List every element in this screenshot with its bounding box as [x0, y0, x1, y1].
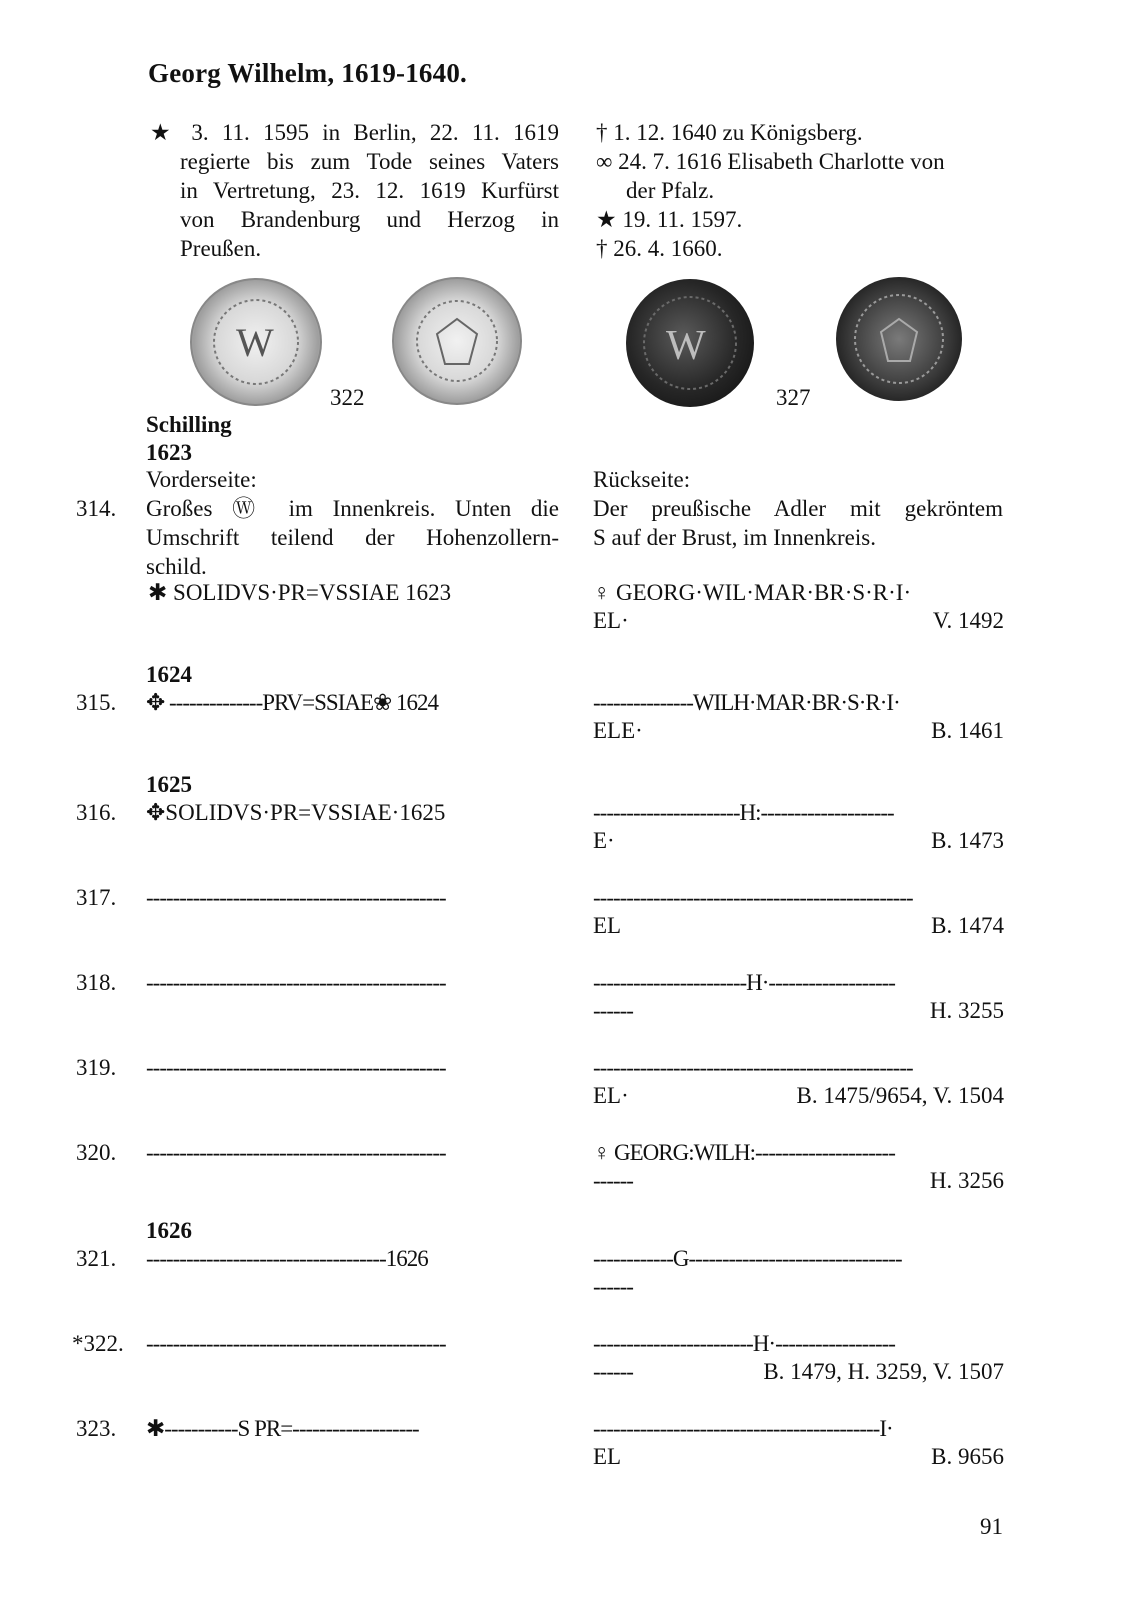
reverse-legend-cont: ------ — [593, 1274, 633, 1299]
reverse-legend-cont: E· — [593, 828, 615, 853]
bio-left-line: in Vertretung, 23. 12. 1619 Kurfürst — [180, 178, 559, 203]
reverse-legend: ♀ GEORG:WILH:--------------------- — [593, 1140, 895, 1165]
reverse-desc-line: Der preußische Adler mit gekröntem — [593, 496, 1003, 521]
reference: B. 1474 — [931, 913, 1004, 938]
entry-number: 319. — [76, 1055, 117, 1080]
obverse-desc-line: Umschrift teilend der Hohenzollern- — [146, 525, 559, 550]
coin-327-obverse-image — [626, 279, 754, 407]
reverse-legend: ♀ GEORG·WIL·MAR·BR·S·R·I· — [593, 580, 912, 605]
reverse-legend: -------------------------------------------I· — [593, 1416, 893, 1441]
bio-left-line: ★ 3. 11. 1595 in Berlin, 22. 11. 1619 — [150, 120, 559, 145]
reverse-legend: -----------------------H·------------------- — [593, 970, 895, 995]
bio-right-line: † 26. 4. 1660. — [596, 236, 723, 261]
entry-number: 315. — [76, 690, 117, 715]
obverse-legend: --------------------------------------------- — [146, 970, 446, 995]
reverse-legend: ------------------------------------------------ — [593, 1055, 913, 1080]
reverse-legend-cont: EL — [593, 1444, 622, 1469]
section-title: Schilling — [146, 412, 232, 437]
obverse-legend: --------------------------------------------- — [146, 1331, 446, 1356]
obverse-legend: ------------------------------------1626 — [146, 1246, 428, 1271]
reverse-legend-cont: EL — [593, 913, 622, 938]
year-heading: 1624 — [146, 662, 192, 687]
figure-label-327: 327 — [776, 385, 811, 410]
reverse-legend-cont: EL· — [593, 608, 629, 633]
year-heading: 1625 — [146, 772, 192, 797]
page-title: Georg Wilhelm, 1619-1640. — [148, 58, 467, 88]
bio-left-line: von Brandenburg und Herzog in — [180, 207, 559, 232]
bio-right-line: ★ 19. 11. 1597. — [596, 207, 743, 232]
reference: H. 3256 — [929, 1168, 1004, 1193]
bio-right-line: † 1. 12. 1640 zu Königsberg. — [596, 120, 863, 145]
entry-number: 321. — [76, 1246, 117, 1271]
obverse-legend: ✥ --------------PRV=SSIAE❀ 1624 — [146, 690, 439, 715]
svg-text:W: W — [236, 320, 274, 365]
bio-left-line: regierte bis zum Tode seines Vaters — [180, 149, 559, 174]
obverse-legend: --------------------------------------------- — [146, 885, 446, 910]
year-heading: 1623 — [146, 440, 192, 465]
obverse-legend: ✥SOLIDVS·PR=VSSIAE·1625 — [146, 800, 446, 825]
reverse-legend-cont: ELE· — [593, 718, 643, 743]
obverse-legend: --------------------------------------------- — [146, 1055, 446, 1080]
coin-327-reverse-image — [836, 277, 962, 401]
reference: B. 9656 — [931, 1444, 1004, 1469]
reverse-legend-cont: ------ — [593, 1359, 633, 1384]
entry-number: 323. — [76, 1416, 117, 1441]
reference: B. 1479, H. 3259, V. 1507 — [763, 1359, 1004, 1384]
reverse-legend: ------------------------H·------------------ — [593, 1331, 895, 1356]
svg-text:W: W — [666, 323, 706, 369]
reference: V. 1492 — [932, 608, 1004, 633]
reverse-legend-cont: ------ — [593, 1168, 633, 1193]
reference: B. 1473 — [931, 828, 1004, 853]
year-heading: 1626 — [146, 1218, 192, 1243]
reverse-legend: ------------------------------------------------ — [593, 885, 913, 910]
reference: B. 1475/9654, V. 1504 — [796, 1083, 1004, 1108]
obverse-legend: --------------------------------------------- — [146, 1140, 446, 1165]
entry-number: 316. — [76, 800, 117, 825]
coin-322-obverse-image — [190, 278, 322, 406]
reference: B. 1461 — [931, 718, 1004, 743]
entry-number: *322. — [72, 1331, 124, 1356]
obverse-legend: ✱ SOLIDVS·PR=VSSIAE 1623 — [148, 580, 452, 605]
entry-number: 317. — [76, 885, 117, 910]
reference: H. 3255 — [929, 998, 1004, 1023]
reverse-label: Rückseite: — [593, 467, 691, 492]
reverse-legend: ----------------------H:-------------------- — [593, 800, 894, 825]
reverse-legend: ------------G-------------------------------- — [593, 1246, 902, 1271]
bio-right-line: ∞ 24. 7. 1616 Elisabeth Charlotte von — [596, 149, 945, 174]
reverse-legend: ---------------WILH·MAR·BR·S·R·I· — [593, 690, 900, 715]
reverse-legend-cont: EL· — [593, 1083, 629, 1108]
bio-left-line: Preußen. — [180, 236, 262, 261]
obverse-label: Vorderseite: — [146, 467, 257, 492]
obverse-desc-line: schild. — [146, 554, 207, 579]
entry-number: 314. — [76, 496, 117, 521]
obverse-legend: ✱-----------S PR=------------------- — [146, 1416, 419, 1441]
bio-right-line: der Pfalz. — [626, 178, 715, 203]
reverse-desc-line: S auf der Brust, im Innenkreis. — [593, 525, 876, 550]
entry-number: 320. — [76, 1140, 117, 1165]
page-number: 91 — [980, 1514, 1003, 1539]
reverse-legend-cont: ------ — [593, 998, 633, 1023]
entry-number: 318. — [76, 970, 117, 995]
obverse-desc-line: Großes Ⓦ im Innenkreis. Unten die — [146, 496, 559, 521]
figure-label-322: 322 — [330, 385, 365, 410]
coin-322-reverse-image — [392, 277, 522, 405]
